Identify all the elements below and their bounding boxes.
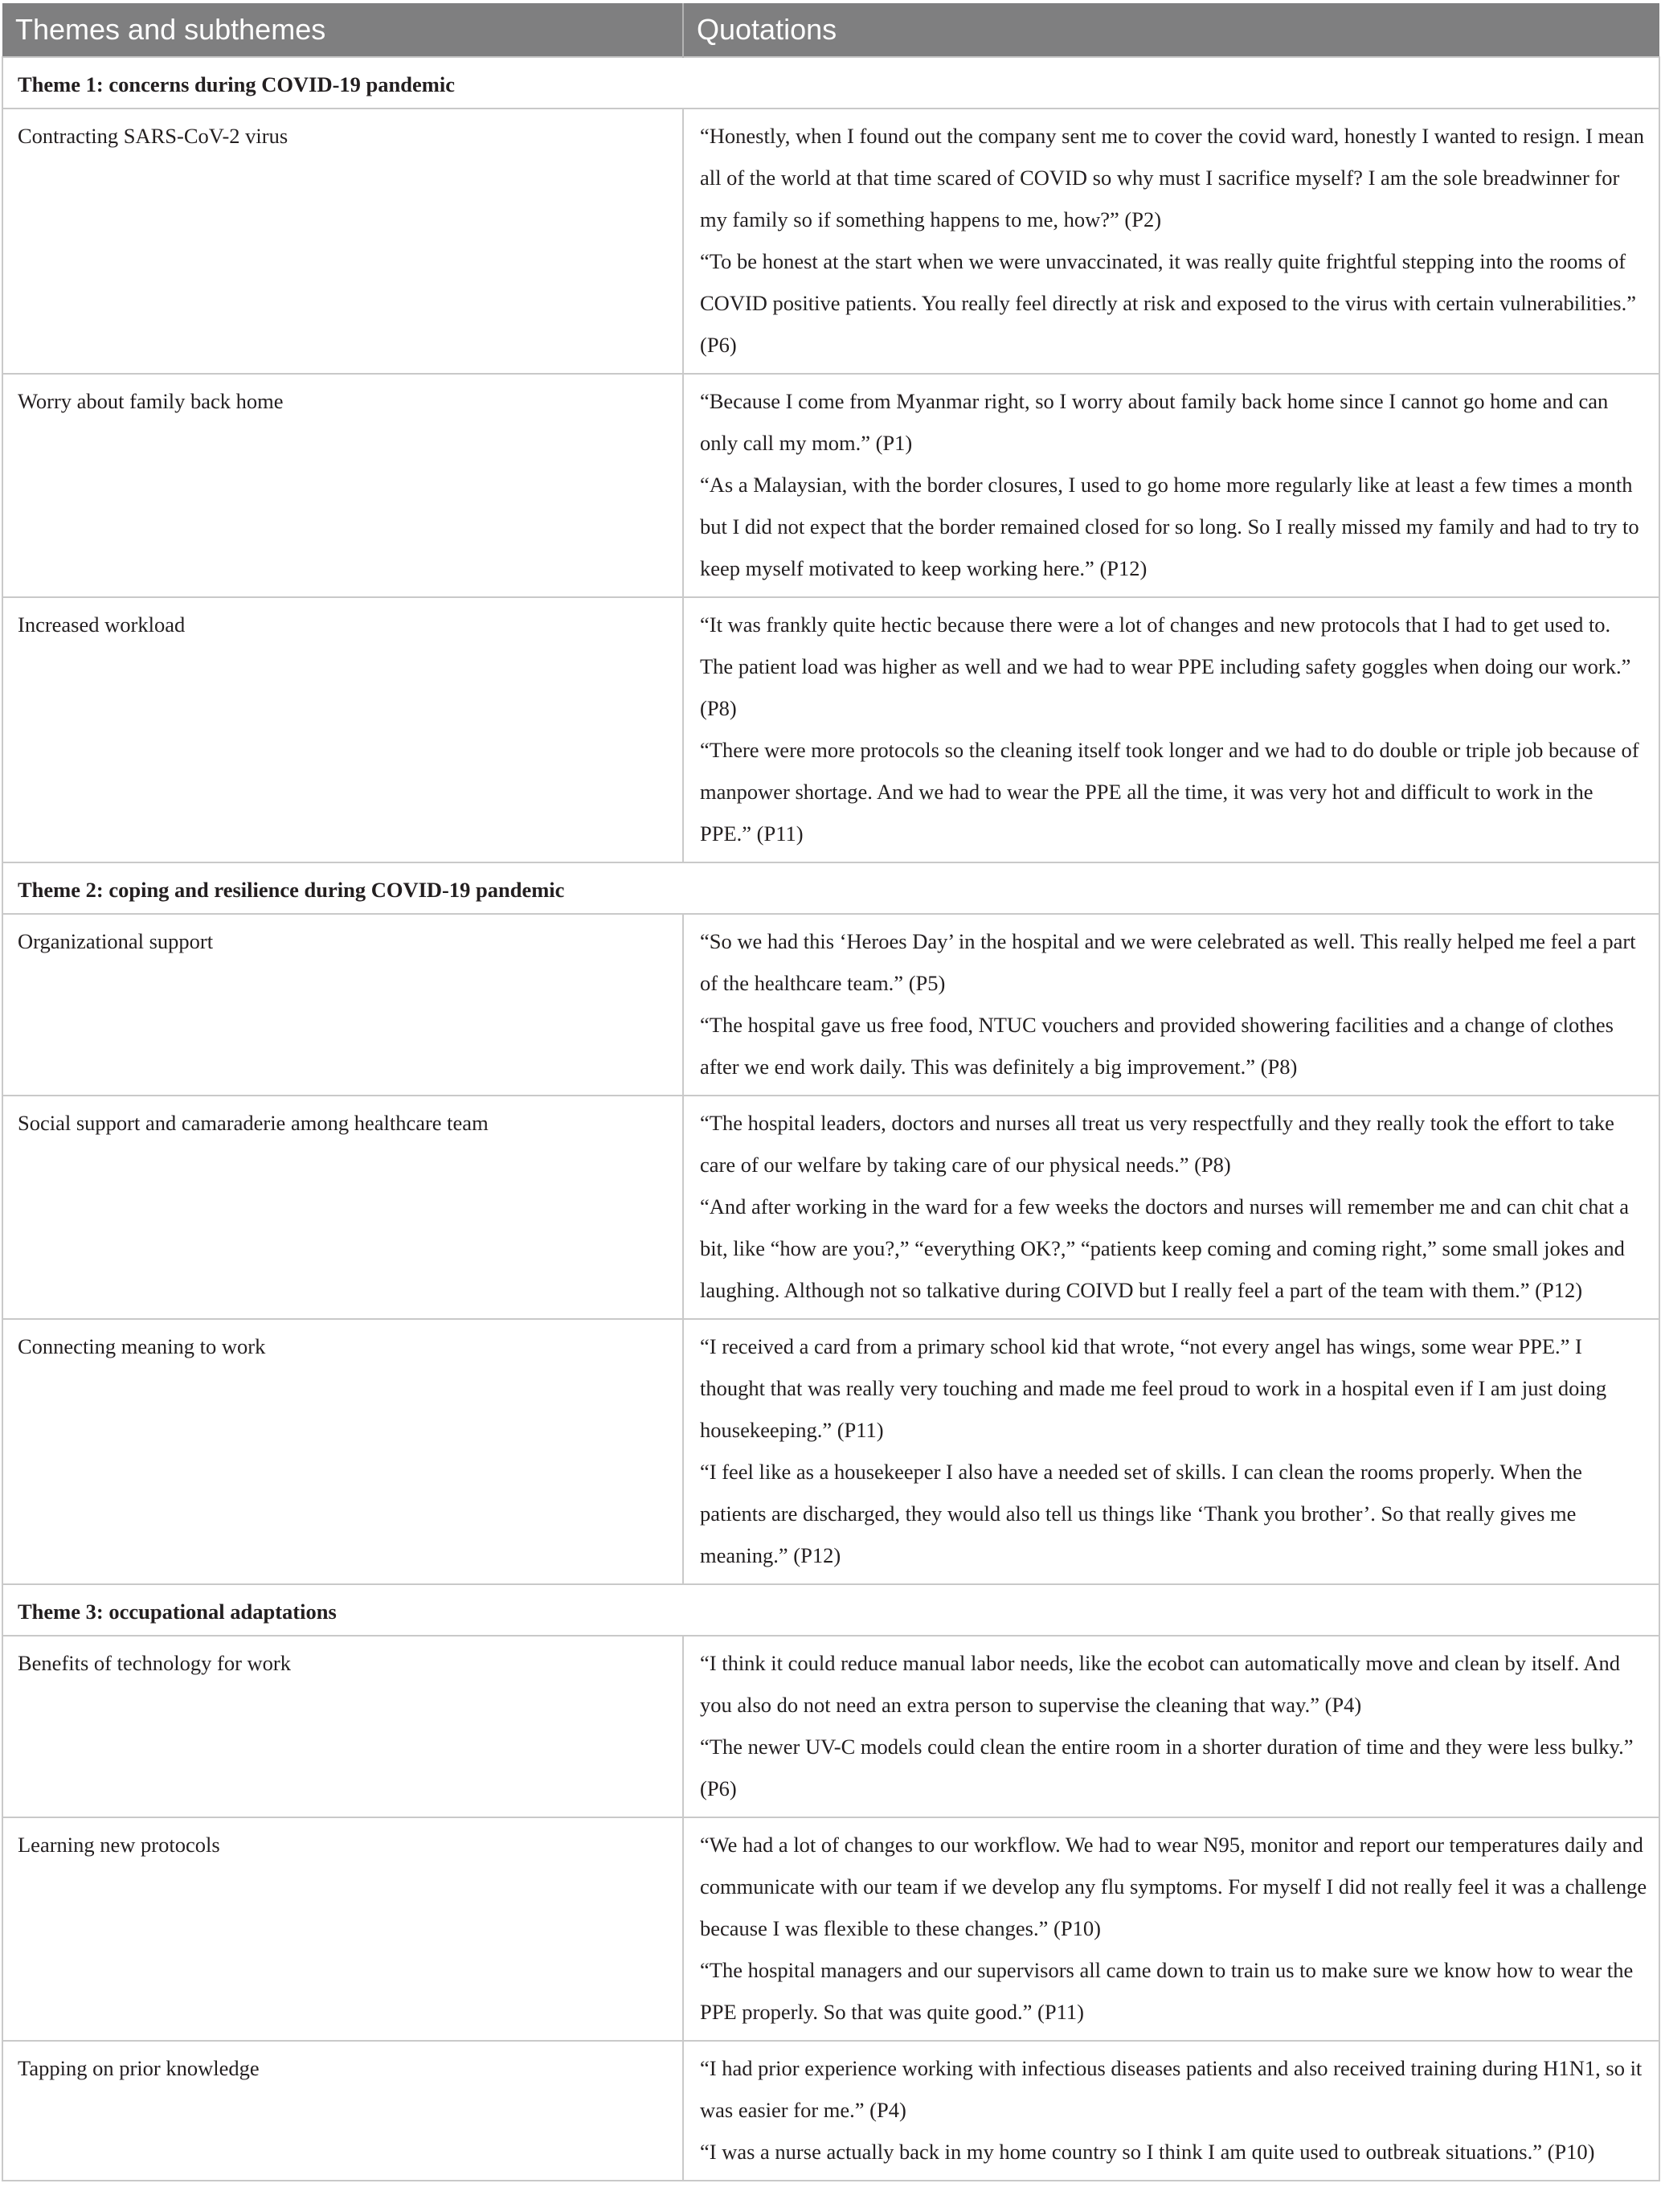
quotation: “I think it could reduce manual labor needs, like the ecobot can automatically move and clean by itself. And you also do not need an extra person to supervise the cleaning that way.” (P4) <box>700 1651 1620 1717</box>
theme-title: Theme 2: coping and resilience during COVID-19 pandemic <box>2 862 1659 914</box>
table-row <box>2 1817 1659 2041</box>
quotation: “There were more protocols so the cleaning itself took longer and we had to do double or triple job because of manpower shortage. And we had to wear the PPE all the time, it was very hot and difficult to work in the PPE.” (P11) <box>700 738 1639 846</box>
table-row <box>2 1636 1659 1817</box>
table-row <box>2 109 1659 374</box>
subtheme-label: Tapping on prior knowledge <box>2 2041 683 2181</box>
quotations-cell <box>683 2041 1659 2181</box>
quotation: “And after working in the ward for a few weeks the doctors and nurses will remember me and can chit chat a bit, like “how are you?,” “everything OK?,” “patients keep coming and coming right,” some small jokes and laughing. Although not so talkative during COIVD but I really feel a part of the team with them.” (P12) <box>700 1194 1629 1302</box>
themes-quotations-table <box>2 3 1660 2181</box>
quotation: “I had prior experience working with infectious diseases patients and also received training during H1N1, so it was easier for me.” (P4) <box>700 2056 1643 2122</box>
quotation: “Because I come from Myanmar right, so I worry about family back home since I cannot go home and can only call my mom.” (P1) <box>700 389 1609 455</box>
quotation: “It was frankly quite hectic because there were a lot of changes and new protocols that I had to get used to. The patient load was higher as well and we had to wear PPE including safety goggles when doing our work.” (P8) <box>700 612 1631 720</box>
quotation: “So we had this ‘Heroes Day’ in the hospital and we were celebrated as well. This really helped me feel a part of the healthcare team.” (P5) <box>700 929 1636 995</box>
subtheme-label: Social support and camaraderie among healthcare team <box>2 1096 683 1319</box>
table-row <box>2 374 1659 597</box>
subtheme-label: Worry about family back home <box>2 374 683 597</box>
quotations-cell <box>683 374 1659 597</box>
header-quotations: Quotations <box>683 3 1659 57</box>
subtheme-label: Connecting meaning to work <box>2 1319 683 1584</box>
table-row <box>2 1096 1659 1319</box>
quotation: “The hospital leaders, doctors and nurses all treat us very respectfully and they really took the effort to take care of our welfare by taking care of our physical needs.” (P8) <box>700 1111 1614 1177</box>
quotation: “The hospital managers and our supervisors all came down to train us to make sure we know how to wear the PPE properly. So that was quite good.” (P11) <box>700 1958 1634 2024</box>
table-body <box>2 57 1659 2181</box>
quotations-cell <box>683 1319 1659 1584</box>
quotation: “The hospital gave us free food, NTUC vouchers and provided showering facilities and a change of clothes after we end work daily. This was definitely a big improvement.” (P8) <box>700 1013 1614 1079</box>
quotations-cell <box>683 597 1659 862</box>
quotation: “As a Malaysian, with the border closures, I used to go home more regularly like at least a few times a month but I did not expect that the border remained closed for so long. So I really missed my family and had to try to keep myself motivated to keep working here.” (P12) <box>700 473 1639 580</box>
subtheme-label: Organizational support <box>2 914 683 1096</box>
quotation: “I received a card from a primary school kid that wrote, “not every angel has wings, some wear PPE.” I thought that was really very touching and made me feel proud to work in a hospital even if I am just doing housekeeping.” (P11) <box>700 1334 1607 1442</box>
quotations-cell <box>683 109 1659 374</box>
quotation: “I was a nurse actually back in my home country so I think I am quite used to outbreak situations.” (P10) <box>700 2140 1595 2164</box>
subtheme-label: Learning new protocols <box>2 1817 683 2041</box>
subtheme-label: Increased workload <box>2 597 683 862</box>
theme-row <box>2 862 1659 914</box>
quotation: “Honestly, when I found out the company sent me to cover the covid ward, honestly I wanted to resign. I mean all of the world at that time scared of COVID so why must I sacrifice myself? I am the sole breadwinner for my family so if something happens to me, how?” (P2) <box>700 124 1645 231</box>
theme-title: Theme 3: occupational adaptations <box>2 1584 1659 1636</box>
quotations-cell <box>683 914 1659 1096</box>
quotations-cell <box>683 1636 1659 1817</box>
theme-row <box>2 57 1659 109</box>
theme-row <box>2 1584 1659 1636</box>
quotation: “We had a lot of changes to our workflow. We had to wear N95, monitor and report our temperatures daily and communicate with our team if we develop any flu symptoms. For myself I did not really feel it was a challenge because I was flexible to these changes.” (P10) <box>700 1833 1647 1940</box>
quotation: “The newer UV-C models could clean the entire room in a shorter duration of time and they were less bulky.” (P6) <box>700 1735 1634 1800</box>
table-row <box>2 597 1659 862</box>
quotations-cell <box>683 1096 1659 1319</box>
subtheme-label: Contracting SARS-CoV-2 virus <box>2 109 683 374</box>
quotation: “I feel like as a housekeeper I also have a needed set of skills. I can clean the rooms properly. When the patients are discharged, they would also tell us things like ‘Thank you brother’. So that really gives me meaning.” (P12) <box>700 1460 1582 1567</box>
subtheme-label: Benefits of technology for work <box>2 1636 683 1817</box>
table-row <box>2 914 1659 1096</box>
quotations-cell <box>683 1817 1659 2041</box>
table-header <box>2 3 1659 57</box>
table-row <box>2 1319 1659 1584</box>
header-themes: Themes and subthemes <box>2 3 683 57</box>
quotation: “To be honest at the start when we were unvaccinated, it was really quite frightful stepping into the rooms of COVID positive patients. You really feel directly at risk and exposed to the virus with certain vulnerabilities.” (P6) <box>700 249 1636 357</box>
table-row <box>2 2041 1659 2181</box>
theme-title: Theme 1: concerns during COVID-19 pandemic <box>2 57 1659 109</box>
